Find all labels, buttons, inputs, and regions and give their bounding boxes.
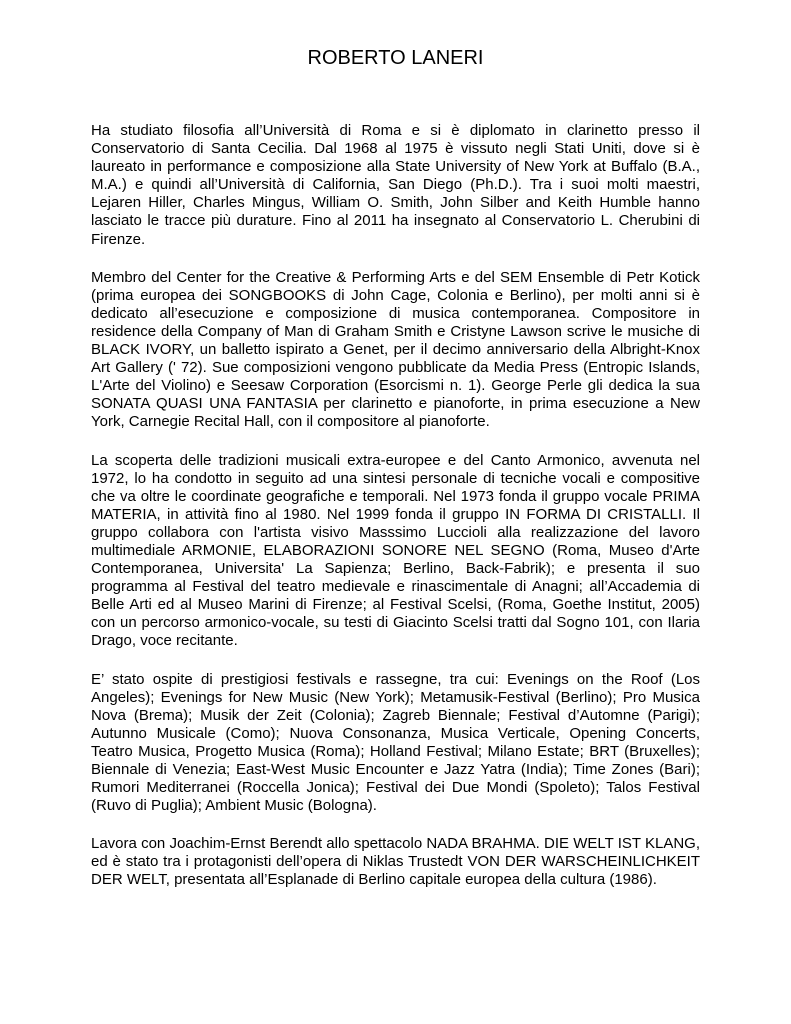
paragraph-vocal-research: La scoperta delle tradizioni musicali extra-europee e del Canto Armonico, avvenuta nel 1972, lo ha condotto in seguito ad una sintesi personale di tecniche vocali e compositive che va oltre le coordinate geografiche e temporali. Nel 1973 fonda il gruppo vocale PRIMA MATERIA, in attività fino al 1980. Nel 1999 fonda il gruppo IN FORMA DI CRISTALLI. Il gruppo collabora con l'artista visivo Masssimo Luccioli alla realizzazione del lavoro multimediale ARMONIE, ELABORAZIONI SONORE NEL SEGNO (Roma, Museo d'Arte Contemporanea, Universita' La Sapienza; Berlino, Back-Fabrik); e presenta il suo programma al Festival del teatro medievale e rinascimentale di Anagni; all’Accademia di Belle Arti ed al Museo Marini di Firenze; al Festival Scelsi, (Roma, Goethe Institut, 2005) con un percorso armonico-vocale, su testi di Giacinto Scelsi tratti dal Sogno 101, con Ilaria Drago, voce recitante. [91,451,700,650]
document-body [91,122,700,890]
paragraph-career: Membro del Center for the Creative & Performing Arts e del SEM Ensemble di Petr Kotick (prima europea dei SONGBOOKS di John Cage, Colonia e Berlino), per molti anni si è dedicato all’esecuzione e composizione di musica contemporanea. Compositore in residence della Company of Man di Graham Smith e Cristyne Lawson scrive le musiche di BLACK IVORY, un balletto ispirato a Genet, per il decimo anniversario della Albright-Knox Art Gallery (' 72). Sue composizioni vengono pubblicate da Media Press (Entropic Islands, L'Arte del Violino) e Seesaw Corporation (Esorcismi n. 1). George Perle gli dedica la sua SONATA QUASI UNA FANTASIA per clarinetto e pianoforte, in prima esecuzione a New York, Carnegie Recital Hall, con il compositore al pianoforte. [91,268,700,431]
paragraph-collaborations: Lavora con Joachim-Ernst Berendt allo spettacolo NADA BRAHMA. DIE WELT IST KLANG, ed è stato tra i protagonisti dell’opera di Niklas Trustedt VON DER WARSCHEINLICHKEIT DER WELT, presentata all’Esplanade di Berlino capitale europea della cultura (1986). [91,835,700,889]
page-title: ROBERTO LANERI [307,47,484,69]
paragraph-festivals: E’ stato ospite di prestigiosi festivals e rassegne, tra cui: Evenings on the Roof (Los Angeles); Evenings for New Music (New York); Metamusik-Festival (Berlino); Pro Musica Nova (Brema); Musik der Zeit (Colonia); Zagreb Biennale; Festival d’Automne (Parigi); Autunno Musicale (Como); Nuova Consonanza, Musica Verticale, Opening Concerts, Teatro Musica, Progetto Musica (Roma); Holland Festival; Milano Estate; BRT (Bruxelles); Biennale di Venezia; East-West Music Encounter e Jazz Yatra (India); Time Zones (Bari); Rumori Mediterranei (Roccella Jonica); Festival dei Due Mondi (Spoleto); Talos Festival (Ruvo di Puglia); Ambient Music (Bologna). [91,670,700,815]
paragraph-education: Ha studiato filosofia all’Università di Roma e si è diplomato in clarinetto presso il Conservatorio di Santa Cecilia. Dal 1968 al 1975 è vissuto negli Stati Uniti, dove si è laureato in performance e composizione alla State University of New York at Buffalo (B.A., M.A.) e quindi all’Università di California, San Diego (Ph.D.). Tra i suoi molti maestri, Lejaren Hiller, Charles Mingus, William O. Smith, John Silber and Keith Humble hanno lasciato le tracce più durature. Fino al 2011 ha insegnato al Conservatorio L. Cherubini di Firenze. [91,122,700,248]
